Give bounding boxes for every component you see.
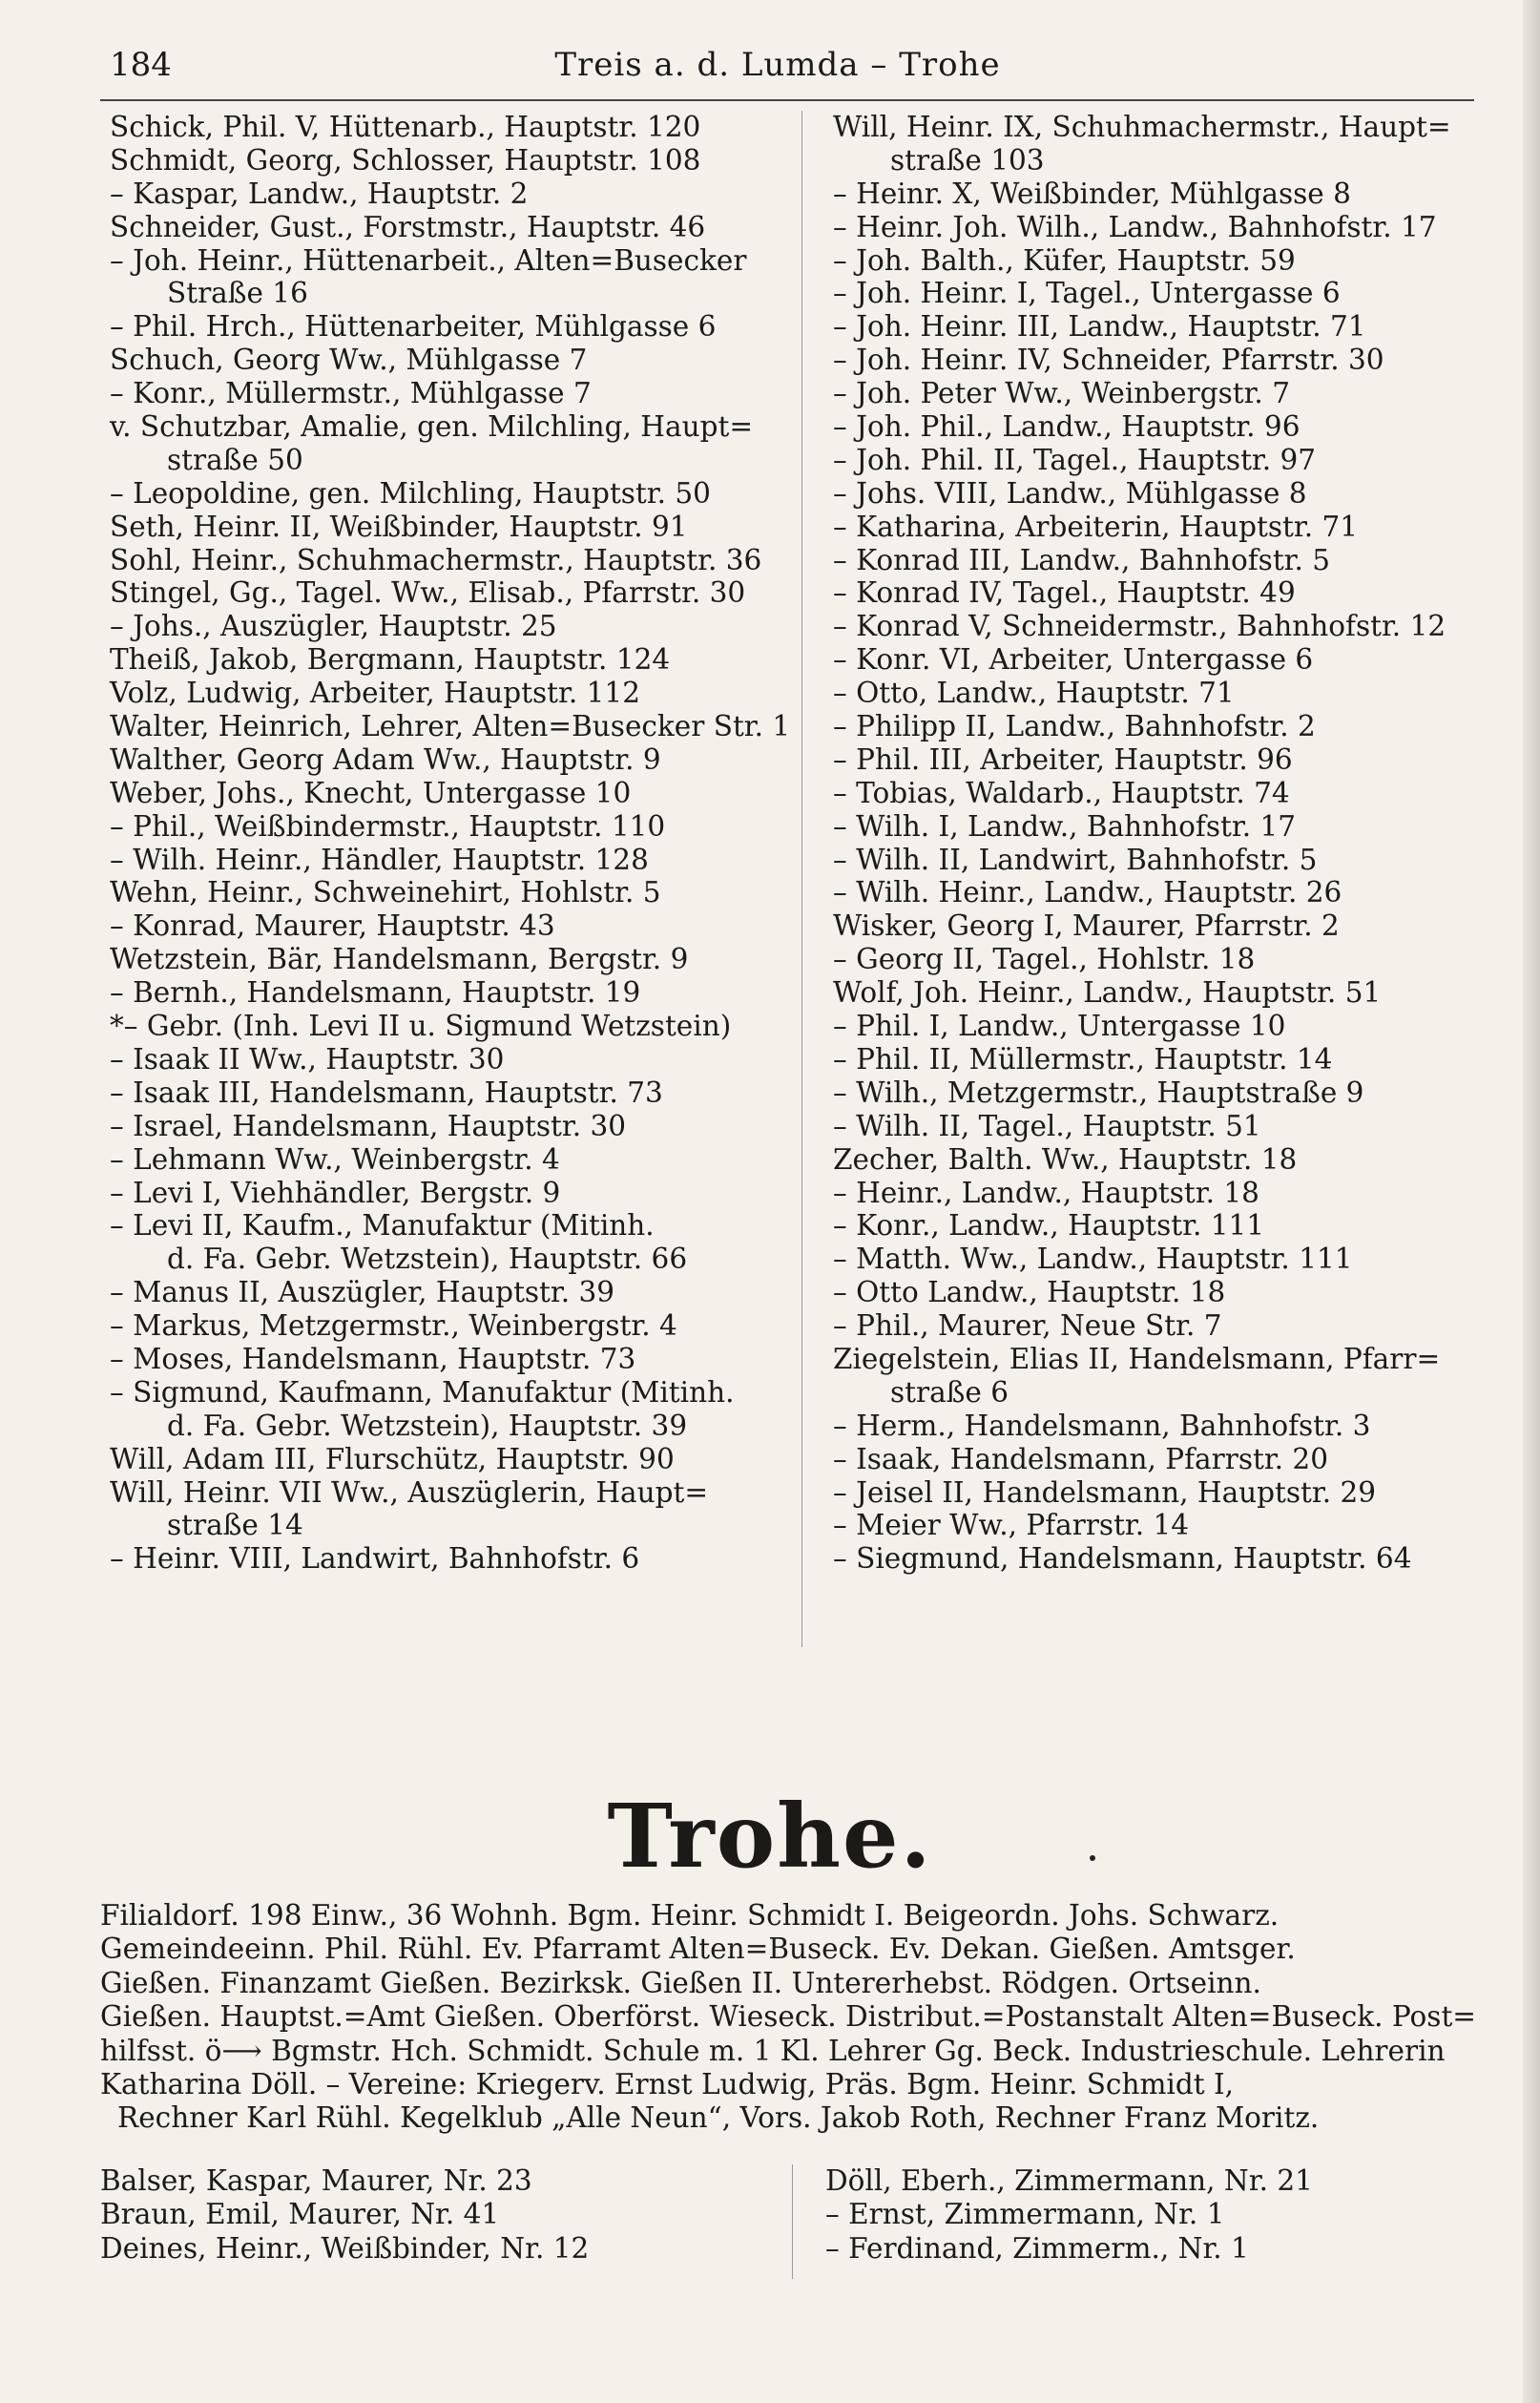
directory-entry: – Wilh. Heinr., Landw., Hauptstr. 26: [833, 876, 1342, 909]
directory-entry: – Joh. Phil., Landw., Hauptstr. 96: [833, 410, 1301, 444]
directory-entry: Schneider, Gust., Forstmstr., Hauptstr. 46: [110, 210, 706, 243]
directory-entry: – Wilh. I, Landw., Bahnhofstr. 17: [833, 809, 1296, 843]
directory-entry: Will, Adam III, Flurschütz, Hauptstr. 90: [110, 1442, 675, 1475]
directory-entry: Sohl, Heinr., Schuhmachermstr., Hauptstr. 36: [110, 543, 762, 576]
directory-entry: – Wilh., Metzgermstr., Hauptstraße 9: [833, 1076, 1364, 1109]
directory-entry: Schmidt, Georg, Schlosser, Hauptstr. 108: [110, 143, 701, 177]
directory-entry: – Bernh., Handelsmann, Hauptstr. 19: [110, 976, 641, 1010]
directory-entry: Schuch, Georg Ww., Mühlgasse 7: [110, 344, 588, 377]
directory-entry: – Wilh. II, Landwirt, Bahnhofstr. 5: [833, 843, 1318, 876]
intro-line: Katharina Döll. – Vereine: Kriegerv. Ernst Ludwig, Präs. Bgm. Heinr. Schmidt I,: [100, 2068, 1234, 2101]
directory-entry: – Tobias, Waldarb., Hauptstr. 74: [833, 776, 1290, 809]
directory-entry: – Manus II, Auszügler, Hauptstr. 39: [110, 1276, 615, 1309]
directory-entry: – Meier Ww., Pfarrstr. 14: [833, 1509, 1190, 1542]
place-intro: [100, 1899, 1503, 2136]
directory-entry: straße 103: [890, 143, 1045, 177]
directory-entry: – Phil. Hrch., Hüttenarbeiter, Mühlgasse 6: [110, 310, 717, 344]
directory-entry: Döll, Eberh., Zimmermann, Nr. 21: [825, 2164, 1313, 2197]
directory-entry: – Joh. Heinr., Hüttenarbeit., Alten=Busecker: [110, 243, 747, 277]
directory-entry: – Jeisel II, Handelsmann, Hauptstr. 29: [833, 1475, 1377, 1509]
directory-entry: – Ferdinand, Zimmerm., Nr. 1: [825, 2231, 1249, 2265]
page-edge: [1523, 0, 1540, 2403]
directory-entry: Wisker, Georg I, Maurer, Pfarrstr. 2: [833, 909, 1340, 943]
directory-entry: straße 50: [167, 443, 303, 476]
directory-entry: – Lehmann Ww., Weinbergstr. 4: [110, 1142, 560, 1176]
directory-entry: Zecher, Balth. Ww., Hauptstr. 18: [833, 1142, 1298, 1176]
page-number: 184: [110, 46, 172, 84]
directory-entry: Balser, Kaspar, Maurer, Nr. 23: [100, 2164, 532, 2197]
directory-entry: – Isaak III, Handelsmann, Hauptstr. 73: [110, 1076, 663, 1109]
intro-line: Filialdorf. 198 Einw., 36 Wohnh. Bgm. Heinr. Schmidt I. Beigeordn. Johs. Schwarz.: [100, 1899, 1280, 1932]
directory-entry: – Heinr., Landw., Hauptstr. 18: [833, 1176, 1259, 1209]
directory-entry: d. Fa. Gebr. Wetzstein), Hauptstr. 39: [167, 1409, 688, 1442]
right-column: [833, 111, 1520, 1576]
directory-entry: – Herm., Handelsmann, Bahnhofstr. 3: [833, 1409, 1371, 1442]
directory-entry: – Konrad III, Landw., Bahnhofstr. 5: [833, 543, 1331, 576]
bottom-column-divider: [792, 2164, 793, 2279]
directory-entry: – Joh. Heinr. I, Tagel., Untergasse 6: [833, 277, 1341, 310]
directory-entry: – Levi II, Kaufm., Manufaktur (Mitinh.: [110, 1209, 655, 1243]
directory-entry: – Philipp II, Landw., Bahnhofstr. 2: [833, 710, 1316, 743]
directory-entry: – Phil. II, Müllermstr., Hauptstr. 14: [833, 1042, 1333, 1076]
intro-line: Gießen. Finanzamt Gießen. Bezirksk. Gießen II. Untererhebst. Rödgen. Ortseinn.: [100, 1966, 1261, 1999]
directory-entry: – Konr. VI, Arbeiter, Untergasse 6: [833, 643, 1314, 677]
place-title: Trohe.: [607, 1785, 933, 1888]
intro-line: hilfsst. ö⟶ Bgmstr. Hch. Schmidt. Schule m. 1 Kl. Lehrer Gg. Beck. Industrieschule. Lehrerin: [100, 2034, 1446, 2067]
directory-entry: – Konr., Landw., Hauptstr. 111: [833, 1209, 1265, 1243]
directory-entry: – Siegmund, Handelsmann, Hauptstr. 64: [833, 1542, 1412, 1576]
directory-entry: – Markus, Metzgermstr., Weinbergstr. 4: [110, 1309, 677, 1343]
directory-entry: Wolf, Joh. Heinr., Landw., Hauptstr. 51: [833, 976, 1382, 1010]
directory-entry: – Isaak, Handelsmann, Pfarrstr. 20: [833, 1442, 1328, 1475]
directory-entry: – Joh. Heinr. III, Landw., Hauptstr. 71: [833, 310, 1366, 344]
directory-entry: – Phil., Maurer, Neue Str. 7: [833, 1309, 1222, 1343]
directory-entry: – Kaspar, Landw., Hauptstr. 2: [110, 177, 529, 210]
directory-entry: – Konr., Müllermstr., Mühlgasse 7: [110, 377, 592, 410]
column-divider: [801, 111, 802, 1647]
directory-entry: Wehn, Heinr., Schweinehirt, Hohlstr. 5: [110, 876, 661, 909]
directory-entry: – Joh. Heinr. IV, Schneider, Pfarrstr. 30: [833, 344, 1384, 377]
directory-entry: – Konrad, Maurer, Hauptstr. 43: [110, 909, 555, 943]
directory-entry: – Israel, Handelsmann, Hauptstr. 30: [110, 1109, 626, 1142]
directory-entry: Straße 16: [167, 277, 308, 310]
directory-entry: Walther, Georg Adam Ww., Hauptstr. 9: [110, 742, 661, 776]
directory-entry: – Moses, Handelsmann, Hauptstr. 73: [110, 1342, 636, 1375]
directory-entry: – Phil. I, Landw., Untergasse 10: [833, 1010, 1286, 1043]
intro-line: Gemeindeeinn. Phil. Rühl. Ev. Pfarramt Alten=Buseck. Ev. Dekan. Gießen. Amtsger.: [100, 1933, 1296, 1966]
directory-entry: – Phil., Weißbindermstr., Hauptstr. 110: [110, 809, 666, 843]
directory-entry: – Johs., Auszügler, Hauptstr. 25: [110, 610, 557, 643]
directory-entry: – Georg II, Tagel., Hohlstr. 18: [833, 943, 1256, 976]
directory-entry: Will, Heinr. VII Ww., Auszüglerin, Haupt=: [110, 1475, 709, 1509]
directory-entry: Theiß, Jakob, Bergmann, Hauptstr. 124: [110, 643, 671, 677]
directory-entry: – Joh. Peter Ww., Weinbergstr. 7: [833, 377, 1290, 410]
directory-entry: Ziegelstein, Elias II, Handelsmann, Pfarr=: [833, 1342, 1441, 1375]
directory-entry: – Otto, Landw., Hauptstr. 71: [833, 677, 1235, 710]
directory-entry: Wetzstein, Bär, Handelsmann, Bergstr. 9: [110, 943, 689, 976]
directory-entry: – Joh. Phil. II, Tagel., Hauptstr. 97: [833, 443, 1317, 476]
left-column: [110, 111, 797, 1576]
directory-entry: Walter, Heinrich, Lehrer, Alten=Busecker Str. 1: [110, 710, 791, 743]
directory-entry: Weber, Johs., Knecht, Untergasse 10: [110, 776, 632, 809]
directory-entry: Schick, Phil. V, Hüttenarb., Hauptstr. 120: [110, 111, 701, 143]
running-title: Treis a. d. Lumda – Trohe: [554, 46, 1001, 84]
directory-entry: – Levi I, Viehhändler, Bergstr. 9: [110, 1176, 561, 1209]
directory-entry: – Wilh. II, Tagel., Hauptstr. 51: [833, 1109, 1261, 1142]
directory-entry: straße 6: [890, 1375, 1009, 1409]
header-rule: [100, 99, 1474, 101]
directory-entry: – Johs. VIII, Landw., Mühlgasse 8: [833, 476, 1307, 510]
directory-entry: – Katharina, Arbeiterin, Hauptstr. 71: [833, 510, 1359, 543]
bottom-left-column: [100, 2164, 787, 2266]
ink-dot: [1090, 1855, 1095, 1861]
directory-entry: Volz, Ludwig, Arbeiter, Hauptstr. 112: [110, 677, 640, 710]
directory-entry: Seth, Heinr. II, Weißbinder, Hauptstr. 91: [110, 510, 688, 543]
directory-entry: – Heinr. VIII, Landwirt, Bahnhofstr. 6: [110, 1542, 640, 1576]
directory-entry: straße 14: [167, 1509, 303, 1542]
directory-entry: – Leopoldine, gen. Milchling, Hauptstr. 50: [110, 476, 711, 510]
page-header: [100, 36, 1455, 103]
directory-entry: *– Gebr. (Inh. Levi II u. Sigmund Wetzstein): [110, 1010, 732, 1043]
directory-entry: – Konrad IV, Tagel., Hauptstr. 49: [833, 576, 1296, 610]
directory-entry: – Wilh. Heinr., Händler, Hauptstr. 128: [110, 843, 649, 876]
directory-entry: – Joh. Balth., Küfer, Hauptstr. 59: [833, 243, 1296, 277]
directory-entry: Stingel, Gg., Tagel. Ww., Elisab., Pfarrstr. 30: [110, 576, 746, 610]
intro-line: Rechner Karl Rühl. Kegelklub „Alle Neun“, Vors. Jakob Roth, Rechner Franz Moritz.: [117, 2101, 1320, 2135]
directory-entry: Will, Heinr. IX, Schuhmachermstr., Haupt=: [833, 111, 1451, 143]
directory-entry: Braun, Emil, Maurer, Nr. 41: [100, 2198, 500, 2231]
directory-entry: – Otto Landw., Hauptstr. 18: [833, 1276, 1226, 1309]
intro-line: Gießen. Hauptst.=Amt Gießen. Oberförst. Wieseck. Distribut.=Postanstalt Alten=Buseck. Post=: [100, 2000, 1477, 2034]
directory-entry: – Ernst, Zimmermann, Nr. 1: [825, 2198, 1225, 2231]
directory-entry: – Heinr. X, Weißbinder, Mühlgasse 8: [833, 177, 1351, 210]
directory-entry: – Isaak II Ww., Hauptstr. 30: [110, 1042, 505, 1076]
directory-entry: v. Schutzbar, Amalie, gen. Milchling, Haupt=: [110, 410, 754, 444]
directory-entry: Deines, Heinr., Weißbinder, Nr. 12: [100, 2231, 590, 2265]
directory-entry: – Konrad V, Schneidermstr., Bahnhofstr. 12: [833, 610, 1446, 643]
directory-entry: – Matth. Ww., Landw., Hauptstr. 111: [833, 1243, 1353, 1276]
directory-entry: – Sigmund, Kaufmann, Manufaktur (Mitinh.: [110, 1375, 735, 1409]
directory-entry: d. Fa. Gebr. Wetzstein), Hauptstr. 66: [167, 1243, 688, 1276]
directory-entry: – Phil. III, Arbeiter, Hauptstr. 96: [833, 742, 1293, 776]
bottom-right-column: [825, 2164, 1512, 2266]
directory-entry: – Heinr. Joh. Wilh., Landw., Bahnhofstr. 17: [833, 210, 1437, 243]
